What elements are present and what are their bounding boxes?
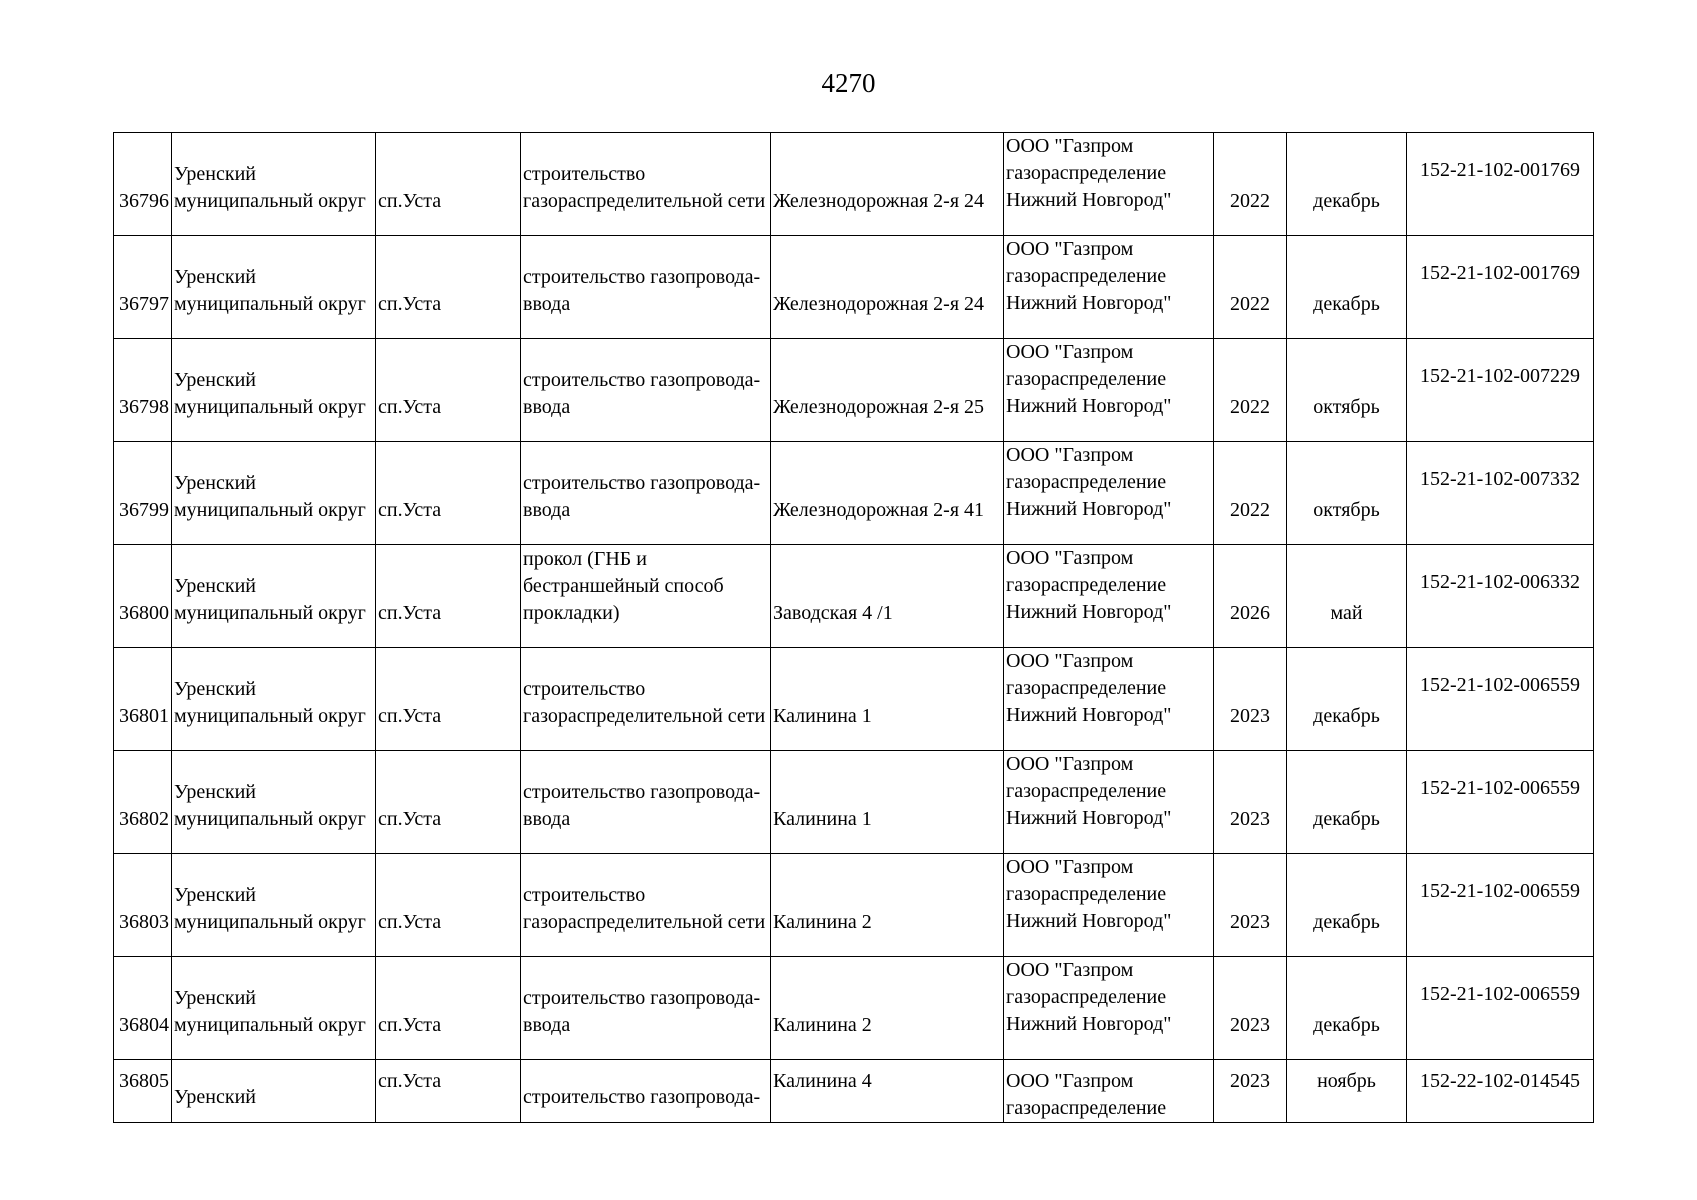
- work-type-cell: [521, 236, 771, 339]
- work-type-cell-line: строительство газопровода-: [523, 472, 761, 494]
- organization-cell-line: Нижний Новгород": [1006, 395, 1172, 417]
- address-cell: Калинина 1: [771, 648, 1004, 751]
- table-row: [114, 854, 1594, 957]
- district-cell-line: муниципальный округ: [174, 190, 366, 212]
- settlement-cell: сп.Уста: [376, 648, 521, 751]
- work-type-cell-line: строительство газопровода-: [523, 781, 761, 803]
- year-cell: 2026: [1214, 545, 1287, 648]
- row-id-cell: 36801: [114, 648, 172, 751]
- year-cell: 2022: [1214, 442, 1287, 545]
- settlement-cell: сп.Уста: [376, 854, 521, 957]
- month-cell: ноябрь: [1287, 1060, 1407, 1123]
- address-cell: Калинина 1: [771, 751, 1004, 854]
- contract-number-cell: 152-21-102-007229: [1407, 339, 1594, 442]
- district-cell-line: Уренский: [174, 266, 256, 288]
- organization-cell: [1004, 1060, 1214, 1123]
- table-row: [114, 133, 1594, 236]
- organization-cell-line: газораспределение: [1006, 780, 1167, 802]
- row-id-cell: 36803: [114, 854, 172, 957]
- work-type-cell: [521, 751, 771, 854]
- contract-number-cell: 152-21-102-006559: [1407, 957, 1594, 1060]
- district-cell: [172, 442, 376, 545]
- year-cell: 2022: [1214, 133, 1287, 236]
- district-cell-line: Уренский: [174, 472, 256, 494]
- work-type-cell: [521, 648, 771, 751]
- organization-cell-line: ООО "Газпром: [1006, 1070, 1134, 1092]
- month-cell: декабрь: [1287, 957, 1407, 1060]
- year-cell: 2022: [1214, 236, 1287, 339]
- settlement-cell: сп.Уста: [376, 442, 521, 545]
- organization-cell-line: газораспределение: [1006, 883, 1167, 905]
- year-cell: 2022: [1214, 339, 1287, 442]
- work-type-cell: [521, 442, 771, 545]
- district-cell: [172, 751, 376, 854]
- district-cell-line: муниципальный округ: [174, 911, 366, 933]
- contract-number-cell: 152-21-102-006559: [1407, 854, 1594, 957]
- district-cell: [172, 648, 376, 751]
- page-number: 4270: [821, 68, 876, 98]
- month-cell: октябрь: [1287, 339, 1407, 442]
- district-cell-line: Уренский: [174, 884, 256, 906]
- month-cell: декабрь: [1287, 751, 1407, 854]
- row-id-cell: 36802: [114, 751, 172, 854]
- year-cell: 2023: [1214, 957, 1287, 1060]
- work-type-cell: [521, 1060, 771, 1123]
- district-cell-line: Уренский: [174, 678, 256, 700]
- organization-cell-line: Нижний Новгород": [1006, 601, 1172, 623]
- work-type-cell-line: строительство газопровода-: [523, 1086, 761, 1108]
- district-cell: [172, 957, 376, 1060]
- work-type-cell: [521, 339, 771, 442]
- work-type-cell-line: строительство газопровода-: [523, 266, 761, 288]
- settlement-cell: сп.Уста: [376, 545, 521, 648]
- organization-cell-line: газораспределение: [1006, 368, 1167, 390]
- row-id-cell: 36797: [114, 236, 172, 339]
- district-cell: [172, 236, 376, 339]
- address-cell: Железнодорожная 2-я 41: [771, 442, 1004, 545]
- organization-cell-line: ООО "Газпром: [1006, 959, 1134, 981]
- month-cell: декабрь: [1287, 236, 1407, 339]
- district-cell: [172, 545, 376, 648]
- contract-number-cell: 152-21-102-001769: [1407, 236, 1594, 339]
- organization-cell: [1004, 133, 1214, 236]
- organization-cell-line: Нижний Новгород": [1006, 910, 1172, 932]
- table-row: [114, 236, 1594, 339]
- organization-cell: [1004, 545, 1214, 648]
- organization-cell: [1004, 339, 1214, 442]
- work-type-cell-line: бестраншейный способ: [523, 575, 724, 597]
- organization-cell-line: ООО "Газпром: [1006, 135, 1134, 157]
- organization-cell-line: ООО "Газпром: [1006, 856, 1134, 878]
- contract-number-cell: 152-21-102-007332: [1407, 442, 1594, 545]
- district-cell-line: муниципальный округ: [174, 293, 366, 315]
- district-cell-line: муниципальный округ: [174, 705, 366, 727]
- organization-cell-line: газораспределение: [1006, 1097, 1167, 1119]
- address-cell: Калинина 4: [771, 1060, 1004, 1123]
- organization-cell-line: газораспределение: [1006, 677, 1167, 699]
- work-type-cell-line: ввода: [523, 293, 571, 315]
- district-cell: [172, 339, 376, 442]
- contract-number-cell: 152-21-102-006559: [1407, 751, 1594, 854]
- work-type-cell: [521, 854, 771, 957]
- district-cell-line: Уренский: [174, 163, 256, 185]
- organization-cell-line: газораспределение: [1006, 265, 1167, 287]
- organization-cell-line: Нижний Новгород": [1006, 292, 1172, 314]
- organization-cell-line: газораспределение: [1006, 471, 1167, 493]
- district-cell-line: муниципальный округ: [174, 602, 366, 624]
- organization-cell-line: Нижний Новгород": [1006, 807, 1172, 829]
- month-cell: октябрь: [1287, 442, 1407, 545]
- work-type-cell-line: прокол (ГНБ и: [523, 548, 647, 570]
- work-type-cell-line: строительство: [523, 163, 646, 185]
- table-row: [114, 751, 1594, 854]
- settlement-cell: сп.Уста: [376, 236, 521, 339]
- district-cell-line: Уренский: [174, 575, 256, 597]
- table-row: [114, 648, 1594, 751]
- year-cell: 2023: [1214, 648, 1287, 751]
- row-id-cell: 36804: [114, 957, 172, 1060]
- settlement-cell: сп.Уста: [376, 133, 521, 236]
- address-cell: Калинина 2: [771, 854, 1004, 957]
- table-row: [114, 545, 1594, 648]
- organization-cell: [1004, 648, 1214, 751]
- organization-cell-line: ООО "Газпром: [1006, 444, 1134, 466]
- table-row: [114, 957, 1594, 1060]
- month-cell: декабрь: [1287, 648, 1407, 751]
- month-cell: декабрь: [1287, 133, 1407, 236]
- district-cell-line: муниципальный округ: [174, 808, 366, 830]
- work-type-cell-line: газораспределительной сети: [523, 190, 766, 212]
- month-cell: декабрь: [1287, 854, 1407, 957]
- work-type-cell-line: строительство газопровода-: [523, 369, 761, 391]
- address-cell: Заводская 4 /1: [771, 545, 1004, 648]
- row-id-cell: 36799: [114, 442, 172, 545]
- settlement-cell: сп.Уста: [376, 1060, 521, 1123]
- organization-cell-line: ООО "Газпром: [1006, 753, 1134, 775]
- district-cell-line: Уренский: [174, 987, 256, 1009]
- work-type-cell-line: ввода: [523, 499, 571, 521]
- organization-cell: [1004, 854, 1214, 957]
- row-id-cell: 36798: [114, 339, 172, 442]
- address-cell: Калинина 2: [771, 957, 1004, 1060]
- table-row: [114, 1060, 1594, 1123]
- row-id-cell: 36800: [114, 545, 172, 648]
- organization-cell: [1004, 236, 1214, 339]
- work-type-cell-line: ввода: [523, 1014, 571, 1036]
- registry-table: [113, 132, 1594, 1123]
- work-type-cell: [521, 133, 771, 236]
- address-cell: Железнодорожная 2-я 24: [771, 133, 1004, 236]
- address-cell: Железнодорожная 2-я 25: [771, 339, 1004, 442]
- organization-cell: [1004, 751, 1214, 854]
- contract-number-cell: 152-21-102-006559: [1407, 648, 1594, 751]
- settlement-cell: сп.Уста: [376, 751, 521, 854]
- organization-cell-line: Нижний Новгород": [1006, 1013, 1172, 1035]
- work-type-cell-line: строительство газопровода-: [523, 987, 761, 1009]
- organization-cell-line: Нижний Новгород": [1006, 704, 1172, 726]
- district-cell: [172, 854, 376, 957]
- district-cell: [172, 133, 376, 236]
- table-row: [114, 339, 1594, 442]
- year-cell: 2023: [1214, 1060, 1287, 1123]
- organization-cell-line: ООО "Газпром: [1006, 238, 1134, 260]
- address-cell: Железнодорожная 2-я 24: [771, 236, 1004, 339]
- row-id-cell: 36796: [114, 133, 172, 236]
- table-body: [114, 133, 1594, 1123]
- work-type-cell-line: ввода: [523, 396, 571, 418]
- organization-cell-line: Нижний Новгород": [1006, 498, 1172, 520]
- contract-number-cell: 152-21-102-001769: [1407, 133, 1594, 236]
- contract-number-cell: 152-22-102-014545: [1407, 1060, 1594, 1123]
- work-type-cell-line: ввода: [523, 808, 571, 830]
- district-cell-line: Уренский: [174, 1086, 256, 1108]
- month-cell: май: [1287, 545, 1407, 648]
- contract-number-cell: 152-21-102-006332: [1407, 545, 1594, 648]
- organization-cell: [1004, 442, 1214, 545]
- organization-cell-line: ООО "Газпром: [1006, 650, 1134, 672]
- organization-cell: [1004, 957, 1214, 1060]
- district-cell: [172, 1060, 376, 1123]
- year-cell: 2023: [1214, 751, 1287, 854]
- organization-cell-line: газораспределение: [1006, 162, 1167, 184]
- row-id-cell: 36805: [114, 1060, 172, 1123]
- organization-cell-line: Нижний Новгород": [1006, 189, 1172, 211]
- district-cell-line: муниципальный округ: [174, 396, 366, 418]
- district-cell-line: муниципальный округ: [174, 499, 366, 521]
- work-type-cell: [521, 957, 771, 1060]
- year-cell: 2023: [1214, 854, 1287, 957]
- work-type-cell: [521, 545, 771, 648]
- district-cell-line: Уренский: [174, 369, 256, 391]
- settlement-cell: сп.Уста: [376, 957, 521, 1060]
- settlement-cell: сп.Уста: [376, 339, 521, 442]
- organization-cell-line: ООО "Газпром: [1006, 341, 1134, 363]
- work-type-cell-line: прокладки): [523, 602, 620, 624]
- organization-cell-line: ООО "Газпром: [1006, 547, 1134, 569]
- district-cell-line: Уренский: [174, 781, 256, 803]
- work-type-cell-line: строительство: [523, 678, 646, 700]
- work-type-cell-line: газораспределительной сети: [523, 705, 766, 727]
- work-type-cell-line: строительство: [523, 884, 646, 906]
- organization-cell-line: газораспределение: [1006, 574, 1167, 596]
- table-row: [114, 442, 1594, 545]
- district-cell-line: муниципальный округ: [174, 1014, 366, 1036]
- work-type-cell-line: газораспределительной сети: [523, 911, 766, 933]
- organization-cell-line: газораспределение: [1006, 986, 1167, 1008]
